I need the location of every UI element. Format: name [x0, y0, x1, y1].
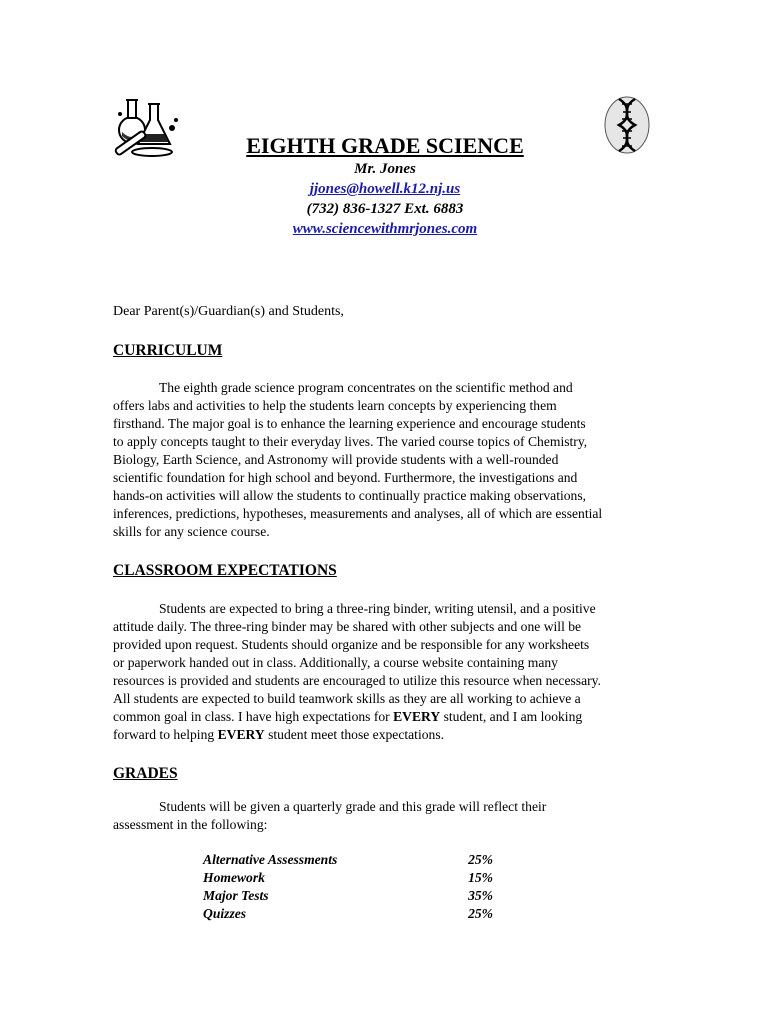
- curriculum-paragraph: [113, 379, 661, 541]
- paragraph-line: scientific foundation for high school and beyond. Furthermore, the investigations and: [113, 470, 578, 485]
- lab-glassware-icon: [110, 92, 182, 164]
- grades-paragraph: [113, 798, 661, 834]
- emphasis-every: EVERY: [393, 709, 441, 724]
- paragraph-line: All students are expected to build teamwork skills as they are all working to achieve a: [113, 691, 581, 706]
- grade-weight-row: [203, 851, 493, 869]
- paragraph-line: Students are expected to bring a three-ring binder, writing utensil, and a positive: [159, 601, 596, 616]
- paragraph-line: assessment in the following:: [113, 817, 268, 832]
- paragraph-line: offers labs and activities to help the students learn concepts by experiencing them: [113, 398, 557, 413]
- phone-number: (732) 836-1327 Ext. 6883: [306, 201, 464, 217]
- emphasis-every: EVERY: [217, 727, 265, 742]
- text-run: common goal in class. I have high expectations for: [113, 709, 394, 724]
- grade-category: Homework: [203, 870, 265, 885]
- letter-header: [180, 133, 590, 239]
- grade-weight-row: [203, 905, 493, 923]
- paragraph-line: attitude daily. The three-ring binder may be shared with other subjects and one will be: [113, 619, 582, 634]
- grade-weights-table: [203, 851, 493, 923]
- paragraph-line: hands-on activities will allow the students to continually practice making observations,: [113, 488, 587, 503]
- curriculum-heading: CURRICULUM: [113, 342, 223, 359]
- paragraph-line: to apply concepts taught to their everyday lives. The varied course topics of Chemistry,: [113, 434, 588, 449]
- dna-helix-icon: [601, 94, 653, 156]
- website-link[interactable]: www.sciencewithmrjones.com: [292, 221, 478, 237]
- teacher-name: Mr. Jones: [354, 161, 416, 177]
- paragraph-line: Biology, Earth Science, and Astronomy will provide students with a well-rounded: [113, 452, 559, 467]
- paragraph-line: skills for any science course.: [113, 524, 270, 539]
- paragraph-line: resources is provided and students are encouraged to utilize this resource when necessary.: [113, 673, 601, 688]
- expectations-paragraph: [113, 600, 661, 744]
- paragraph-line: The eighth grade science program concentrates on the scientific method and: [159, 380, 573, 395]
- grade-percent: 25%: [468, 906, 493, 921]
- paragraph-line: provided upon request. Students should organize and be responsible for any worksheets: [113, 637, 590, 652]
- grade-category: Alternative Assessments: [203, 852, 338, 867]
- paragraph-line: firsthand. The major goal is to enhance the learning experience and encourage students: [113, 416, 586, 431]
- salutation: Dear Parent(s)/Guardian(s) and Students,: [113, 304, 344, 319]
- paragraph-line: [113, 726, 661, 744]
- expectations-heading: CLASSROOM EXPECTATIONS: [113, 562, 337, 579]
- text-run: student, and I am looking: [440, 709, 583, 724]
- paragraph-line: inferences, predictions, hypotheses, measurements and analyses, all of which are essential: [113, 506, 603, 521]
- grade-percent: 25%: [468, 852, 493, 867]
- paragraph-line: [113, 708, 661, 726]
- page-title: EIGHTH GRADE SCIENCE: [246, 133, 524, 158]
- grades-heading: GRADES: [113, 765, 178, 782]
- grade-percent: 35%: [468, 888, 493, 903]
- grade-category: Major Tests: [203, 888, 269, 903]
- email-link[interactable]: jjones@howell.k12.nj.us: [309, 181, 461, 197]
- text-run: forward to helping: [113, 727, 218, 742]
- text-run: student meet those expectations.: [264, 727, 445, 742]
- paragraph-line: Students will be given a quarterly grade and this grade will reflect their: [159, 799, 547, 814]
- paragraph-line: or paperwork handed out in class. Additionally, a course website containing many: [113, 655, 558, 670]
- grade-percent: 15%: [468, 870, 493, 885]
- grade-weight-row: [203, 887, 493, 905]
- grade-category: Quizzes: [203, 906, 247, 921]
- grade-weight-row: [203, 869, 493, 887]
